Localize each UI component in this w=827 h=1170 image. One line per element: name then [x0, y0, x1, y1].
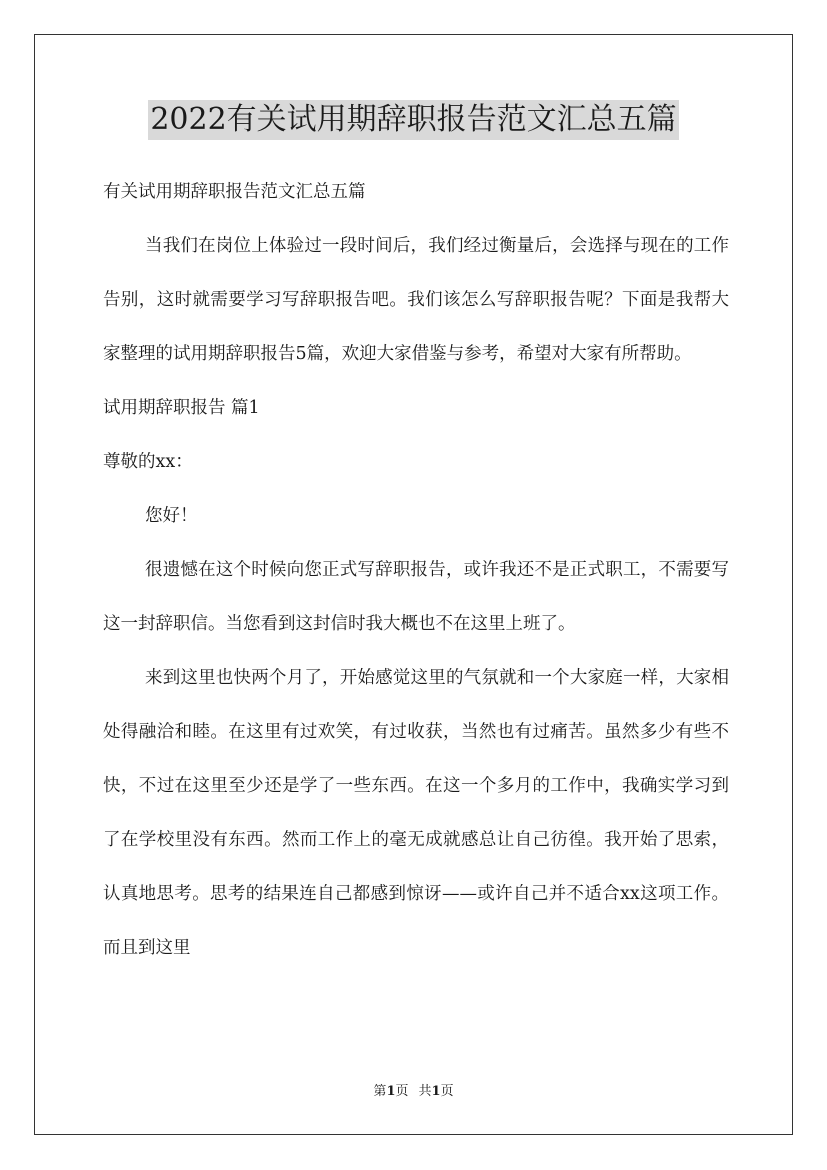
total-label-suffix: 页	[440, 1084, 454, 1099]
paragraph-body-2: 来到这里也快两个月了，开始感觉这里的气氛就和一个大家庭一样，大家相处得融洽和睦。在这里有过欢笑，有过收获，当然也有过痛苦。虽然多少有些不快，不过在这里至少还是学了一些东西。在这一个多月的工作中，我确实学习到了在学校里没有东西。然而工作上的毫无成就感总让自己彷徨。我开始了思索，认真地思考。思考的结果连自己都感到惊讶——或许自己并不适合xx这项工作。而且到这里	[103, 668, 729, 958]
title-container	[0, 100, 827, 140]
section-heading: 试用期辞职报告 篇1	[103, 398, 260, 418]
total-label-prefix: 共	[418, 1084, 432, 1099]
greeting: 您好！	[145, 506, 198, 526]
document-title: 2022有关试用期辞职报告范文汇总五篇	[148, 100, 678, 140]
page-label-suffix: 页	[395, 1084, 409, 1099]
document-body	[103, 165, 729, 975]
paragraph-body-1: 很遗憾在这个时候向您正式写辞职报告，或许我还不是正式职工，不需要写这一封辞职信。当您看到这封信时我大概也不在这里上班了。	[103, 560, 729, 634]
paragraph-intro: 当我们在岗位上体验过一段时间后，我们经过衡量后，会选择与现在的工作告别，这时就需要学习写辞职报告吧。我们该怎么写辞职报告呢？下面是我帮大家整理的试用期辞职报告5篇，欢迎大家借鉴与参考，希望对大家有所帮助。	[103, 236, 729, 364]
page-footer	[0, 1083, 827, 1101]
page-label-prefix: 第	[373, 1084, 387, 1099]
page-number: 1	[386, 1084, 396, 1099]
total-pages: 1	[431, 1084, 441, 1099]
paragraph-subtitle: 有关试用期辞职报告范文汇总五篇	[103, 182, 366, 202]
salutation: 尊敬的xx：	[103, 452, 193, 472]
